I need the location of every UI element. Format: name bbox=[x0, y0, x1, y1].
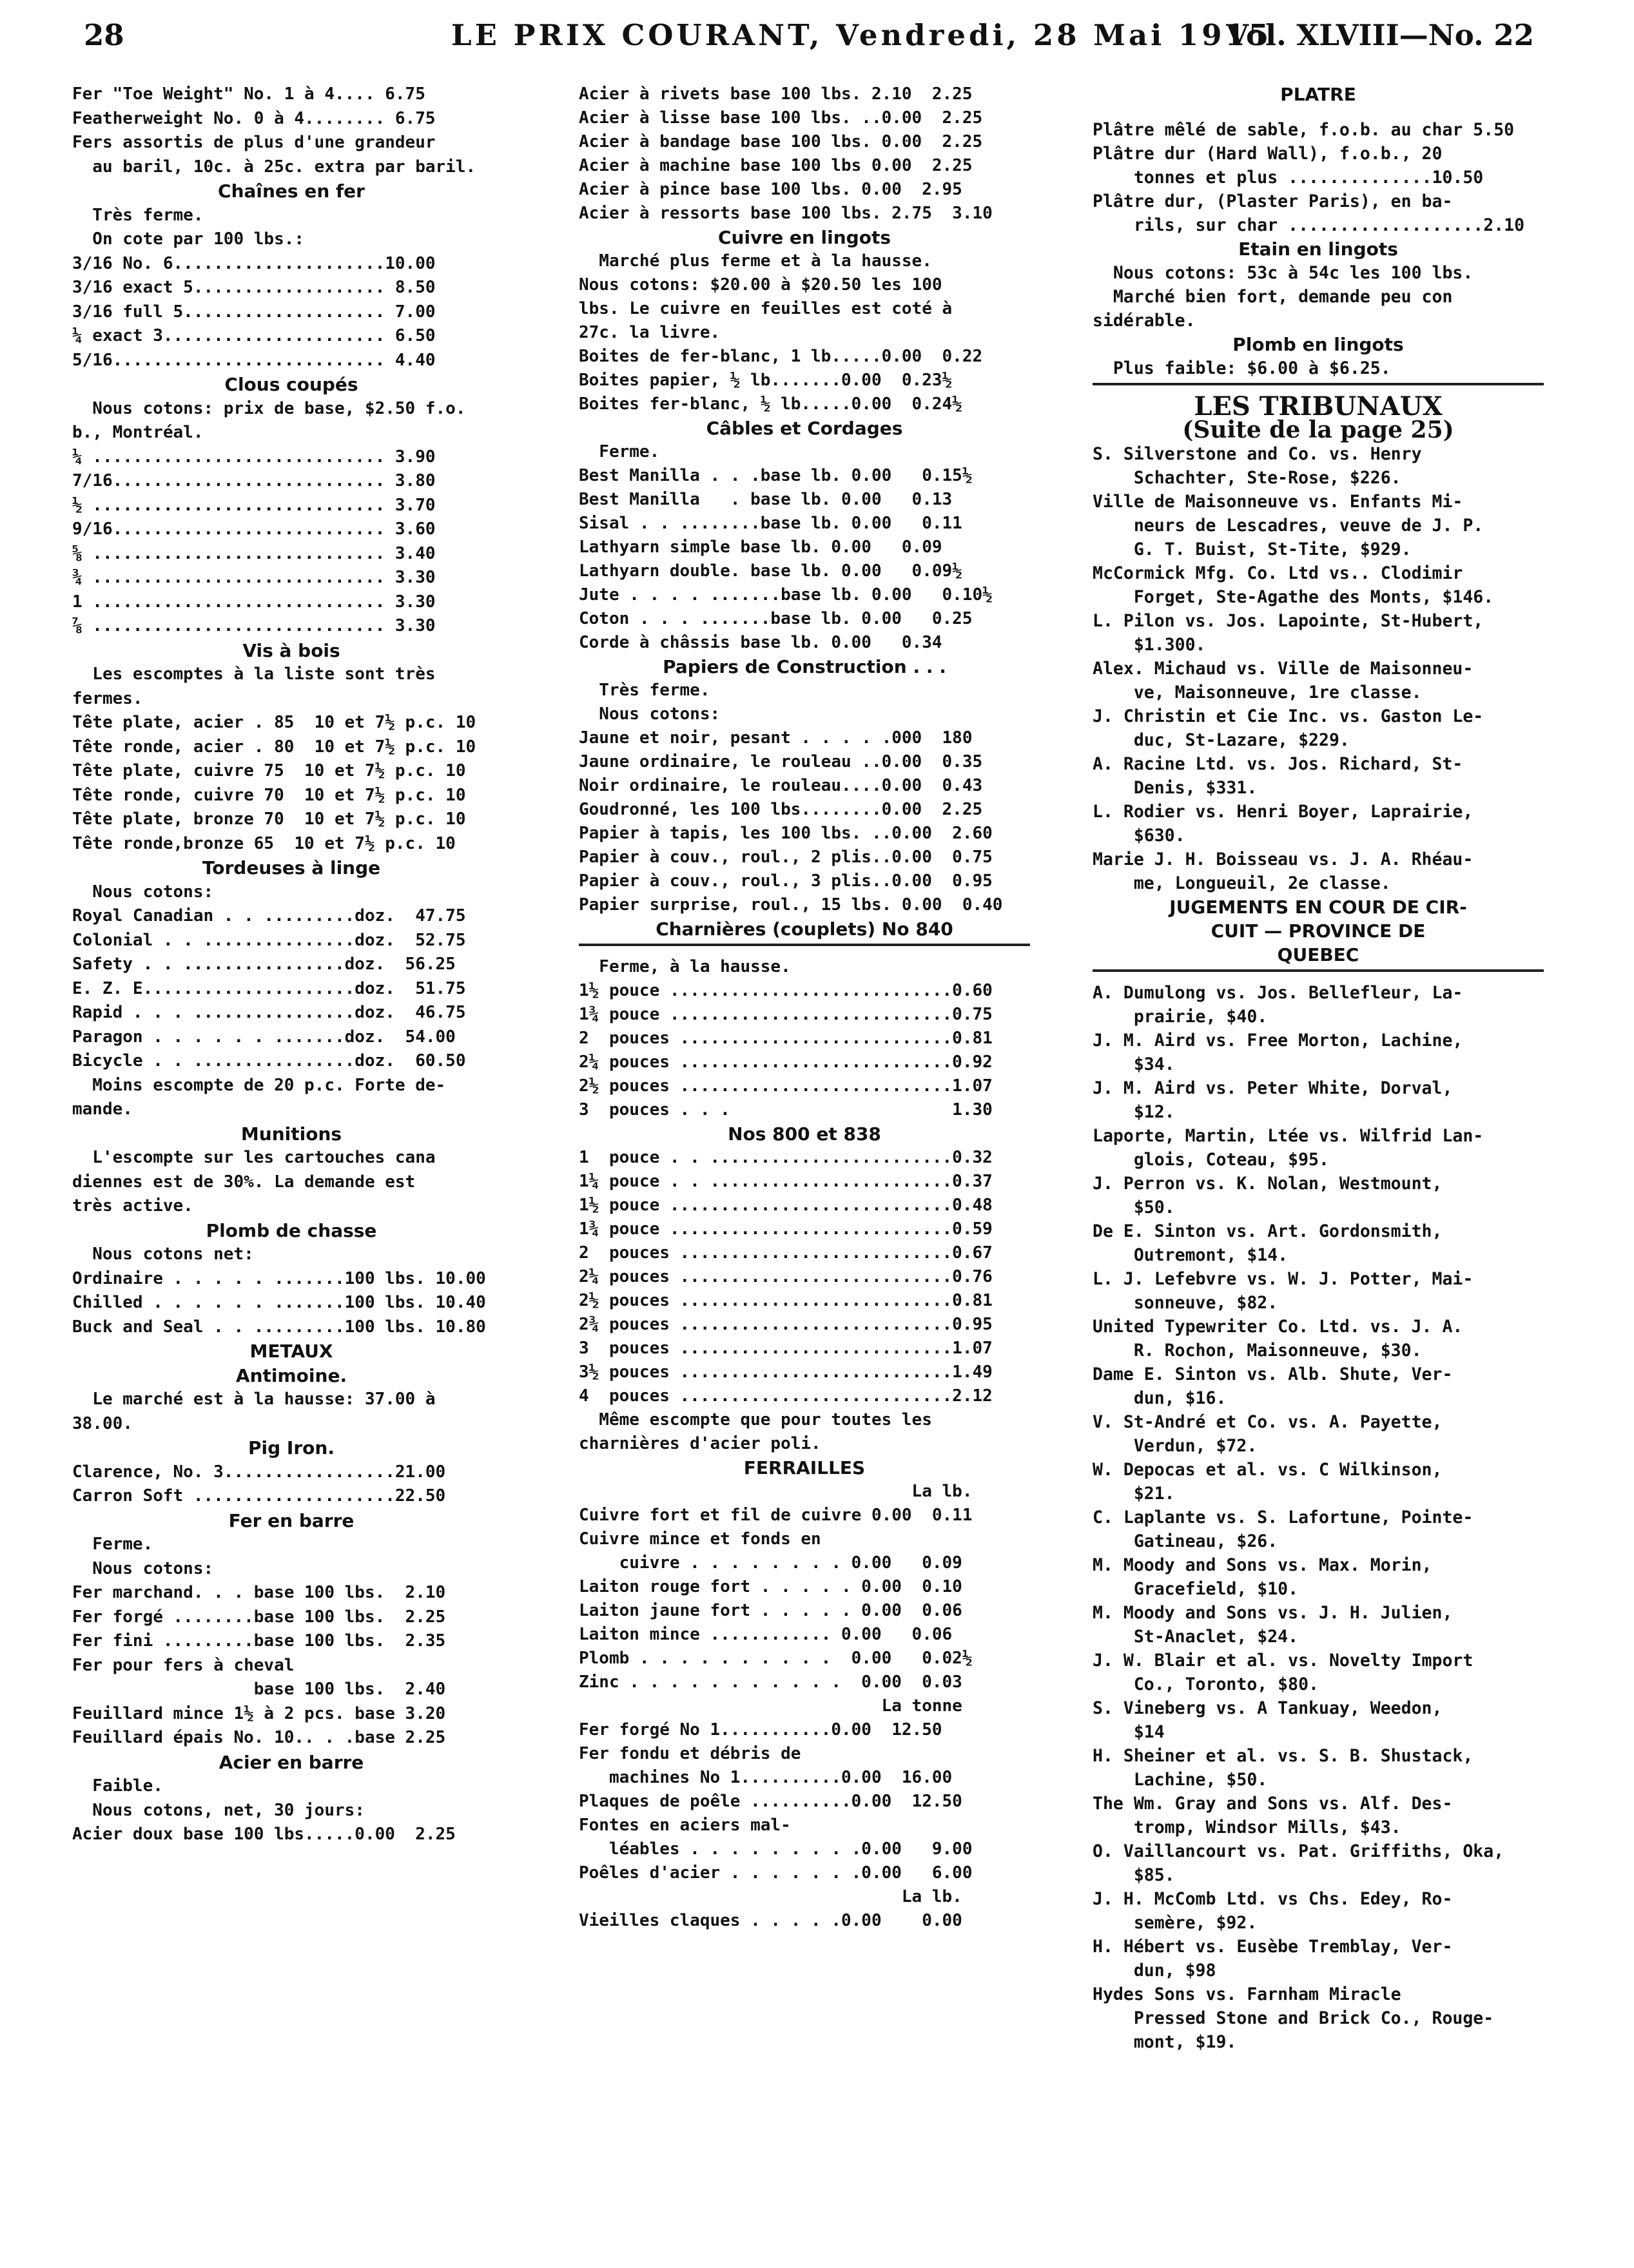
text-line: 5/16........................... 4.40 bbox=[72, 350, 436, 370]
text-line: Gatineau, $26. bbox=[1093, 1531, 1278, 1551]
spacer bbox=[1093, 106, 1544, 118]
text-line: Nous cotons: bbox=[579, 704, 721, 724]
text-line: charnières d'acier poli. bbox=[579, 1434, 821, 1453]
section-heading: Plomb de chasse bbox=[206, 1219, 377, 1241]
text-line: Forget, Ste-Agathe des Monts, $146. bbox=[1093, 587, 1494, 607]
section-heading: Munitions bbox=[240, 1123, 342, 1145]
text-line: ¾ ............................. 3.30 bbox=[72, 568, 436, 587]
text-line: Papier à couv., roul., 3 plis..0.00 0.95 bbox=[579, 871, 993, 891]
text-line: 3/16 exact 5................... 8.50 bbox=[72, 278, 436, 297]
divider-rule bbox=[579, 944, 1030, 955]
text-line: Feuillard mince 1½ à 2 pcs. base 3.20 bbox=[72, 1703, 446, 1723]
section-heading: Nos 800 et 838 bbox=[728, 1123, 881, 1145]
text-line: Bicycle . . ................doz. 60.50 bbox=[72, 1051, 466, 1071]
text-line: b., Montréal. bbox=[72, 423, 204, 442]
section-heading: Papiers de Construction . . . bbox=[663, 656, 946, 677]
text-line: La tonne bbox=[579, 1696, 962, 1716]
text-line: Tête ronde,bronze 65 10 et 7½ p.c. 10 bbox=[72, 833, 456, 853]
text-line: 2½ pouces ...........................0.81 bbox=[579, 1291, 993, 1310]
text-line: Plâtre mêlé de sable, f.o.b. au char 5.50 bbox=[1093, 120, 1515, 140]
text-line: neurs de Lescadres, veuve de J. P. bbox=[1093, 516, 1484, 536]
text-line: Ferme. bbox=[72, 1535, 153, 1554]
section-heading: JUGEMENTS EN COUR DE CIR- bbox=[1169, 897, 1467, 918]
section-heading: QUEBEC bbox=[1277, 944, 1359, 965]
text-line: machines No 1..........0.00 16.00 bbox=[579, 1768, 953, 1787]
text-line: Faible. bbox=[72, 1776, 163, 1796]
text-line: 3 pouces . . . 1.30 bbox=[579, 1100, 993, 1119]
text-line: Tête plate, cuivre 75 10 et 7½ p.c. 10 bbox=[72, 761, 466, 780]
text-line: Boites de fer-blanc, 1 lb.....0.00 0.22 bbox=[579, 347, 983, 366]
text-line: Plâtre dur, (Plaster Paris), en ba- bbox=[1093, 191, 1453, 211]
divider-rule bbox=[1093, 969, 1544, 981]
text-line: La lb. bbox=[579, 1482, 973, 1501]
text-line: Denis, $331. bbox=[1093, 778, 1258, 798]
section-heading: Vis à bois bbox=[242, 639, 340, 661]
text-line: G. T. Buist, St-Tite, $929. bbox=[1093, 539, 1412, 559]
text-line: 1 ............................. 3.30 bbox=[72, 592, 436, 612]
text-line: Papier à couv., roul., 2 plis..0.00 0.75 bbox=[579, 848, 993, 867]
text-line: Best Manilla . base lb. 0.00 0.13 bbox=[579, 490, 953, 509]
text-line: Nous cotons: $20.00 à $20.50 les 100 bbox=[579, 275, 942, 295]
text-line: sidérable. bbox=[1093, 311, 1196, 331]
text-line: Acier à machine base 100 lbs 0.00 2.25 bbox=[579, 156, 973, 175]
text-line: Nous cotons: bbox=[72, 1558, 214, 1578]
text-line: Papier surprise, roul., 15 lbs. 0.00 0.40 bbox=[579, 895, 1003, 915]
text-line: 1 pouce . . ........................0.32 bbox=[579, 1148, 993, 1167]
text-line: 2¼ pouces ...........................0.76 bbox=[579, 1267, 993, 1286]
text-line: $630. bbox=[1093, 826, 1185, 846]
text-line: Paragon . . . . . . .......doz. 54.00 bbox=[72, 1027, 456, 1047]
section-heading: Chaînes en fer bbox=[218, 180, 365, 202]
text-line: ve, Maisonneuve, 1re classe. bbox=[1093, 683, 1422, 703]
text-line: Laiton mince ............ 0.00 0.06 bbox=[579, 1625, 953, 1644]
text-line: Colonial . . ...............doz. 52.75 bbox=[72, 930, 466, 950]
text-line: 2¾ pouces ...........................0.95 bbox=[579, 1315, 993, 1334]
section-heading: Acier en barre bbox=[219, 1751, 364, 1773]
text-line: The Wm. Gray and Sons vs. Alf. Des- bbox=[1093, 1794, 1453, 1814]
text-line: L'escompte sur les cartouches cana bbox=[72, 1148, 436, 1167]
section-heading: Clous coupés bbox=[224, 374, 358, 395]
section-heading: Cuivre en lingots bbox=[717, 227, 891, 248]
text-line: ⅞ ............................. 3.30 bbox=[72, 616, 436, 635]
text-line: La lb. bbox=[579, 1887, 962, 1906]
text-line: Co., Toronto, $80. bbox=[1093, 1674, 1319, 1694]
section-heading: Antimoine. bbox=[235, 1364, 347, 1386]
text-line: 27c. la livre. bbox=[579, 323, 721, 342]
text-line: Fer fini .........base 100 lbs. 2.35 bbox=[72, 1631, 446, 1651]
text-line: Fer forgé ........base 100 lbs. 2.25 bbox=[72, 1607, 446, 1627]
text-line: Acier doux base 100 lbs.....0.00 2.25 bbox=[72, 1825, 456, 1844]
text-line: Tête plate, bronze 70 10 et 7½ p.c. 10 bbox=[72, 809, 466, 829]
text-line: Boites fer-blanc, ½ lb.....0.00 0.24½ bbox=[579, 394, 962, 414]
text-line: fermes. bbox=[72, 688, 143, 708]
text-line: 3 pouces ...........................1.07 bbox=[579, 1339, 993, 1358]
text-line: $85. bbox=[1093, 1865, 1175, 1885]
text-line: Royal Canadian . . .........doz. 47.75 bbox=[72, 906, 466, 926]
text-line: Dame E. Sinton vs. Alb. Shute, Ver- bbox=[1093, 1364, 1453, 1384]
text-line: St-Anaclet, $24. bbox=[1093, 1627, 1299, 1647]
text-line: 1½ pouce ............................0.48 bbox=[579, 1196, 993, 1215]
text-line: Safety . . ................doz. 56.25 bbox=[72, 955, 456, 974]
text-line: Pressed Stone and Brick Co., Rouge- bbox=[1093, 2008, 1494, 2028]
text-line: V. St-André et Co. vs. A. Payette, bbox=[1093, 1412, 1443, 1432]
text-line: Nous cotons net: bbox=[72, 1245, 254, 1264]
text-line: Plâtre dur (Hard Wall), f.o.b., 20 bbox=[1093, 144, 1443, 164]
text-line: Acier à pince base 100 lbs. 0.00 2.95 bbox=[579, 180, 962, 199]
text-line: $1.300. bbox=[1093, 635, 1206, 655]
text-line: base 100 lbs. 2.40 bbox=[72, 1680, 446, 1699]
text-line: ¼ ............................. 3.90 bbox=[72, 447, 436, 467]
text-line: dun, $16. bbox=[1093, 1388, 1227, 1408]
text-line: Fer pour fers à cheval bbox=[72, 1655, 295, 1675]
text-line: Alex. Michaud vs. Ville de Maisonneu- bbox=[1093, 659, 1474, 679]
text-line: au baril, 10c. à 25c. extra par baril. bbox=[72, 157, 476, 177]
column-left bbox=[72, 82, 511, 2249]
text-line: Noir ordinaire, le rouleau....0.00 0.43 bbox=[579, 776, 983, 795]
text-line: Ferme, à la hausse. bbox=[579, 957, 791, 976]
text-line: Clarence, No. 3.................21.00 bbox=[72, 1462, 446, 1482]
text-line: semère, $92. bbox=[1093, 1913, 1258, 1933]
section-heading: Etain en lingots bbox=[1238, 238, 1398, 260]
text-line: Acier à ressorts base 100 lbs. 2.75 3.10 bbox=[579, 204, 993, 223]
text-line: Outremont, $14. bbox=[1093, 1245, 1289, 1265]
text-line: $21. bbox=[1093, 1484, 1175, 1504]
text-line: Laiton rouge fort . . . . . 0.00 0.10 bbox=[579, 1577, 962, 1596]
text-line: tonnes et plus ..............10.50 bbox=[1093, 168, 1484, 188]
text-line: diennes est de 30%. La demande est bbox=[72, 1172, 416, 1192]
text-line: Sisal . . ........base lb. 0.00 0.11 bbox=[579, 514, 962, 533]
text-line: Marché plus ferme et à la hausse. bbox=[579, 251, 932, 271]
text-line: ½ ............................. 3.70 bbox=[72, 495, 436, 515]
text-line: Acier à lisse base 100 lbs. ..0.00 2.25 bbox=[579, 108, 983, 128]
text-line: J. Perron vs. K. Nolan, Westmount, bbox=[1093, 1174, 1443, 1194]
text-line: glois, Coteau, $95. bbox=[1093, 1150, 1329, 1170]
section-heading: Pig Iron. bbox=[248, 1437, 335, 1459]
text-line: Feuillard épais No. 10.. . .base 2.25 bbox=[72, 1728, 446, 1747]
text-line: 2 pouces ...........................0.81 bbox=[579, 1029, 993, 1048]
text-line: E. Z. E.....................doz. 51.75 bbox=[72, 978, 466, 998]
text-line: Tête plate, acier . 85 10 et 7½ p.c. 10 bbox=[72, 713, 476, 732]
section-heading: FERRAILLES bbox=[743, 1457, 866, 1478]
section-heading: Charnières (couplets) No 840 bbox=[656, 918, 953, 940]
text-line: United Typewriter Co. Ltd. vs. J. A. bbox=[1093, 1317, 1463, 1337]
text-line: $12. bbox=[1093, 1102, 1175, 1122]
text-line: $34. bbox=[1093, 1054, 1175, 1074]
text-line: 2 pouces ...........................0.67 bbox=[579, 1243, 993, 1263]
text-line: Fer marchand. . . base 100 lbs. 2.10 bbox=[72, 1583, 446, 1602]
text-line: Fontes en aciers mal- bbox=[579, 1816, 791, 1835]
text-line: J. H. McComb Ltd. vs Chs. Edey, Ro- bbox=[1093, 1889, 1453, 1909]
text-line: Lachine, $50. bbox=[1093, 1770, 1268, 1790]
text-line: L. Pilon vs. Jos. Lapointe, St-Hubert, bbox=[1093, 611, 1484, 631]
text-line: mande. bbox=[72, 1100, 133, 1119]
text-line: On cote par 100 lbs.: bbox=[72, 229, 305, 249]
text-line: L. J. Lefebvre vs. W. J. Potter, Mai- bbox=[1093, 1269, 1474, 1289]
text-line: De E. Sinton vs. Art. Gordonsmith, bbox=[1093, 1221, 1443, 1241]
text-line: Papier à tapis, les 100 lbs. ..0.00 2.60 bbox=[579, 824, 993, 843]
text-line: Zinc . . . . . . . . . . . 0.00 0.03 bbox=[579, 1672, 962, 1692]
text-line: Tête ronde, acier . 80 10 et 7½ p.c. 10 bbox=[72, 737, 476, 757]
text-line: 1¾ pouce ............................0.75 bbox=[579, 1005, 993, 1024]
text-line: 1½ pouce ............................0.60 bbox=[579, 981, 993, 1000]
text-line: 2¼ pouces ...........................0.92 bbox=[579, 1052, 993, 1072]
text-line: Coton . . . .......base lb. 0.00 0.25 bbox=[579, 609, 973, 628]
text-line: Chilled . . . . . . .......100 lbs. 10.40 bbox=[72, 1293, 486, 1312]
text-line: Plaques de poêle ..........0.00 12.50 bbox=[579, 1792, 962, 1811]
text-line: Best Manilla . . .base lb. 0.00 0.15½ bbox=[579, 466, 973, 485]
text-line: Marché bien fort, demande peu con bbox=[1093, 287, 1453, 307]
text-line: Cuivre mince et fonds en bbox=[579, 1529, 821, 1549]
text-line: Marie J. H. Boisseau vs. J. A. Rhéau- bbox=[1093, 849, 1474, 869]
text-line: Nous cotons: bbox=[72, 882, 214, 902]
page-header bbox=[77, 18, 1534, 63]
text-line: H. Sheiner et al. vs. S. B. Shustack, bbox=[1093, 1746, 1474, 1766]
section-subtitle: (Suite de la page 25) bbox=[1182, 416, 1454, 443]
text-line: me, Longueuil, 2e classe. bbox=[1093, 873, 1391, 893]
text-line: 38.00. bbox=[72, 1413, 133, 1433]
text-line: Ferme. bbox=[579, 442, 660, 461]
text-line: L. Rodier vs. Henri Boyer, Laprairie, bbox=[1093, 802, 1474, 822]
text-line: 3/16 full 5.................... 7.00 bbox=[72, 302, 436, 322]
text-line: Très ferme. bbox=[579, 681, 710, 700]
text-line: Les escomptes à la liste sont très bbox=[72, 664, 436, 684]
section-heading: Tordeuses à linge bbox=[202, 857, 381, 878]
text-line: prairie, $40. bbox=[1093, 1007, 1268, 1027]
text-line: Tête ronde, cuivre 70 10 et 7½ p.c. 10 bbox=[72, 785, 466, 805]
text-line: Jaune ordinaire, le rouleau ..0.00 0.35 bbox=[579, 752, 983, 771]
text-line: lbs. Le cuivre en feuilles est coté à bbox=[579, 299, 953, 318]
text-line: J. Christin et Cie Inc. vs. Gaston Le- bbox=[1093, 706, 1484, 726]
text-line: 2½ pouces ...........................1.07 bbox=[579, 1076, 993, 1096]
text-line: J. M. Aird vs. Peter White, Dorval, bbox=[1093, 1078, 1453, 1098]
text-line: Boites papier, ½ lb.......0.00 0.23½ bbox=[579, 371, 953, 390]
text-line: duc, St-Lazare, $229. bbox=[1093, 730, 1350, 750]
text-line: Le marché est à la hausse: 37.00 à bbox=[72, 1390, 436, 1409]
text-line: Cuivre fort et fil de cuivre 0.00 0.11 bbox=[579, 1506, 973, 1525]
text-line: 1¼ pouce . . ........................0.37 bbox=[579, 1172, 993, 1191]
section-heading: Fer en barre bbox=[228, 1509, 355, 1531]
text-line: J. W. Blair et al. vs. Novelty Import bbox=[1093, 1651, 1474, 1671]
text-line: très active. bbox=[72, 1196, 193, 1216]
text-line: Corde à châssis base lb. 0.00 0.34 bbox=[579, 633, 942, 652]
text-line: Lathyarn double. base lb. 0.00 0.09½ bbox=[579, 561, 962, 581]
text-line: Même escompte que pour toutes les bbox=[579, 1410, 932, 1430]
section-heading: PLATRE bbox=[1280, 84, 1356, 105]
section-heading: Câbles et Cordages bbox=[706, 418, 903, 439]
text-line: A. Dumulong vs. Jos. Bellefleur, La- bbox=[1093, 983, 1463, 1003]
text-line: Plomb . . . . . . . . . . 0.00 0.02½ bbox=[579, 1649, 973, 1668]
text-line: Plus faible: $6.00 à $6.25. bbox=[1093, 358, 1391, 378]
section-title: LES TRIBUNAUX bbox=[1194, 391, 1443, 422]
text-line: Nous cotons: prix de base, $2.50 f.o. bbox=[72, 398, 466, 418]
text-line: 3½ pouces ...........................1.49 bbox=[579, 1362, 993, 1382]
text-line: McCormick Mfg. Co. Ltd vs.. Clodimir bbox=[1093, 563, 1463, 583]
text-line: Jute . . . . .......base lb. 0.00 0.10½ bbox=[579, 585, 993, 605]
text-line: sonneuve, $82. bbox=[1093, 1293, 1278, 1313]
text-line: dun, $98 bbox=[1093, 1961, 1216, 1981]
text-line: 1¾ pouce ............................0.59 bbox=[579, 1219, 993, 1239]
text-line: S. Vineberg vs. A Tankuay, Weedon, bbox=[1093, 1698, 1443, 1718]
column-right bbox=[1093, 82, 1544, 2249]
text-line: Acier à bandage base 100 lbs. 0.00 2.25 bbox=[579, 132, 983, 151]
text-line: Buck and Seal . . .........100 lbs. 10.80 bbox=[72, 1317, 486, 1337]
text-line: Moins escompte de 20 p.c. Forte de- bbox=[72, 1075, 446, 1095]
text-line: W. Depocas et al. vs. C Wilkinson, bbox=[1093, 1460, 1443, 1480]
text-line: Acier à rivets base 100 lbs. 2.10 2.25 bbox=[579, 84, 973, 104]
text-line: Ville de Maisonneuve vs. Enfants Mi- bbox=[1093, 492, 1463, 512]
text-line: Fers assortis de plus d'une grandeur bbox=[72, 133, 436, 152]
volume-number: Vol. XLVIII—No. 22 bbox=[1226, 18, 1534, 52]
section-heading: CUIT — PROVINCE DE bbox=[1211, 920, 1426, 942]
text-line: 7/16........................... 3.80 bbox=[72, 471, 436, 490]
publication-title: LE PRIX COURANT, Vendredi, 28 Mai 1915 bbox=[451, 18, 1272, 52]
text-line: 9/16........................... 3.60 bbox=[72, 519, 436, 539]
text-line: M. Moody and Sons vs. J. H. Julien, bbox=[1093, 1603, 1453, 1623]
text-line: mont, $19. bbox=[1093, 2032, 1237, 2052]
text-line: Carron Soft ....................22.50 bbox=[72, 1486, 446, 1506]
text-line: Schachter, Ste-Rose, $226. bbox=[1093, 468, 1401, 488]
text-line: Rapid . . . ................doz. 46.75 bbox=[72, 1003, 466, 1022]
text-line: M. Moody and Sons vs. Max. Morin, bbox=[1093, 1555, 1432, 1575]
text-line: A. Racine Ltd. vs. Jos. Richard, St- bbox=[1093, 754, 1463, 774]
text-line: Gracefield, $10. bbox=[1093, 1579, 1299, 1599]
text-line: Nous cotons, net, 30 jours: bbox=[72, 1800, 365, 1820]
section-heading: METAUX bbox=[249, 1341, 333, 1362]
column-middle bbox=[579, 82, 1030, 2249]
page-number: 28 bbox=[84, 18, 124, 52]
text-line: rils, sur char ...................2.10 bbox=[1093, 215, 1525, 235]
text-line: H. Hébert vs. Eusèbe Tremblay, Ver- bbox=[1093, 1937, 1453, 1957]
text-line: Fer fondu et débris de bbox=[579, 1744, 801, 1763]
text-line: $50. bbox=[1093, 1197, 1175, 1217]
text-line: ¼ exact 3...................... 6.50 bbox=[72, 326, 436, 345]
text-line: Ordinaire . . . . . .......100 lbs. 10.00 bbox=[72, 1268, 486, 1288]
text-line: Jaune et noir, pesant . . . . .000 180 bbox=[579, 728, 973, 748]
text-line: C. Laplante vs. S. Lafortune, Pointe- bbox=[1093, 1507, 1474, 1527]
text-line: Verdun, $72. bbox=[1093, 1436, 1258, 1456]
text-line: Lathyarn simple base lb. 0.00 0.09 bbox=[579, 538, 942, 557]
text-line: Très ferme. bbox=[72, 205, 204, 225]
text-line: 3/16 No. 6.....................10.00 bbox=[72, 253, 436, 273]
text-line: cuivre . . . . . . . . 0.00 0.09 bbox=[579, 1553, 962, 1573]
text-line: léables . . . . . . . . .0.00 9.00 bbox=[579, 1839, 973, 1859]
text-line: $14 bbox=[1093, 1722, 1165, 1742]
text-line: Laiton jaune fort . . . . . 0.00 0.06 bbox=[579, 1601, 962, 1620]
text-line: Hydes Sons vs. Farnham Miracle bbox=[1093, 1984, 1401, 2004]
text-line: R. Rochon, Maisonneuve, $30. bbox=[1093, 1341, 1422, 1361]
text-line: Fer forgé No 1...........0.00 12.50 bbox=[579, 1720, 942, 1740]
text-line: Fer "Toe Weight" No. 1 à 4.... 6.75 bbox=[72, 84, 425, 104]
text-line: ⅝ ............................. 3.40 bbox=[72, 543, 436, 563]
text-line: tromp, Windsor Mills, $43. bbox=[1093, 1817, 1401, 1837]
text-line: Laporte, Martin, Ltée vs. Wilfrid Lan- bbox=[1093, 1126, 1484, 1146]
text-line: Vieilles claques . . . . .0.00 0.00 bbox=[579, 1911, 962, 1930]
text-line: 4 pouces ...........................2.12 bbox=[579, 1386, 993, 1406]
text-line: Featherweight No. 0 à 4........ 6.75 bbox=[72, 108, 436, 128]
section-heading: Plomb en lingots bbox=[1232, 334, 1404, 355]
text-line: S. Silverstone and Co. vs. Henry bbox=[1093, 444, 1422, 464]
text-line: O. Vaillancourt vs. Pat. Griffiths, Oka, bbox=[1093, 1841, 1504, 1861]
text-line: Goudronné, les 100 lbs........0.00 2.25 bbox=[579, 800, 983, 819]
text-line: Poêles d'acier . . . . . . .0.00 6.00 bbox=[579, 1863, 973, 1883]
text-line: J. M. Aird vs. Free Morton, Lachine, bbox=[1093, 1031, 1463, 1051]
text-line: Nous cotons: 53c à 54c les 100 lbs. bbox=[1093, 263, 1474, 283]
